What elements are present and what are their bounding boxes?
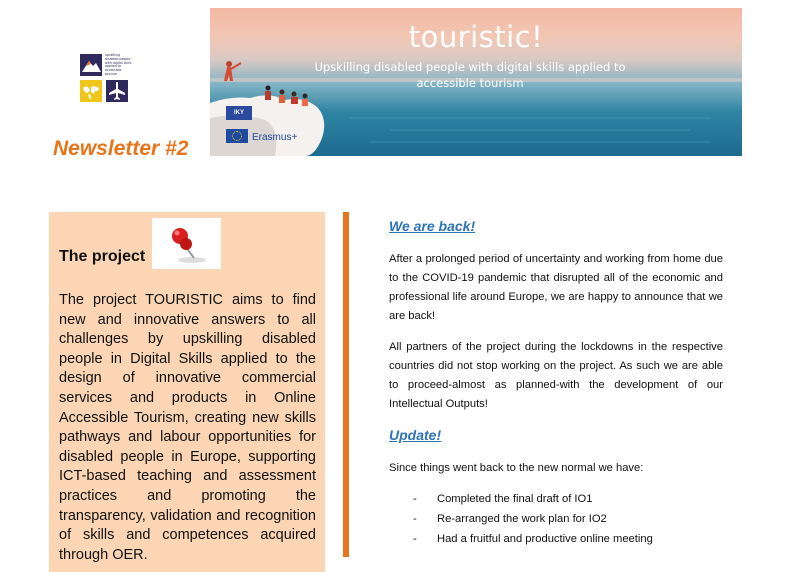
erasmus-label: Erasmus+ — [252, 132, 298, 143]
banner-subtitle: Upskilling disabled people with digital skills applied to accessible tourism — [314, 60, 626, 90]
list-item: - Re-arranged the work plan for IO2 — [413, 513, 607, 525]
project-heading: The project — [59, 248, 146, 265]
eu-flag-icon — [226, 129, 248, 143]
mountain-icon — [80, 54, 102, 76]
we-are-back-paragraph-1: After a prolonged period of uncertainty and working from home due to the COVID-19 pandemic that disrupted all of the economic and professional life around Europe, we are happy to announce that we are back! — [389, 253, 723, 322]
iky-logo: IKY — [226, 106, 252, 120]
airplane-icon — [106, 80, 128, 102]
list-item: - Completed the final draft of IO1 — [413, 493, 593, 505]
column-divider — [343, 212, 349, 557]
we-are-back-paragraph-2: All partners of the project during the lockdowns in the respective countries did not stop working on the project. As such we are able to proceed-almost as planned-with the development of our Intellectual Outputs! — [389, 341, 723, 410]
banner-title: touristic! — [408, 20, 544, 54]
project-box — [49, 212, 325, 572]
we-are-back-heading: We are back! — [389, 218, 476, 234]
update-list — [389, 489, 723, 549]
update-intro: Since things went back to the new normal we have: — [389, 462, 644, 474]
pin-card — [152, 218, 221, 269]
newsletter-title: Newsletter #2 — [53, 137, 189, 160]
update-heading: Update! — [389, 427, 442, 443]
world-map-icon — [80, 80, 102, 102]
list-item: - Had a fruitful and productive online meeting — [413, 533, 653, 545]
project-description: The project TOURISTIC aims to find new and innovative answers to all challenges by upskilling disabled people in Digital Skills applied to the design of innovative commercial services and products in Online Accessible Tourism, creating new skills pathways and labour opportunities for disabled people in Europe, supporting ICT-based teaching and assessment practices and promoting the transparency, validation and recognition of skills and competences acquired through OER. — [59, 292, 316, 563]
touristic-logo — [80, 54, 132, 104]
header-banner — [210, 8, 742, 156]
right-column — [389, 218, 723, 549]
logo-tagline: upskilling disabled people with digital skills applied to accessible tourism — [105, 53, 132, 76]
pushpin-icon — [152, 218, 221, 269]
